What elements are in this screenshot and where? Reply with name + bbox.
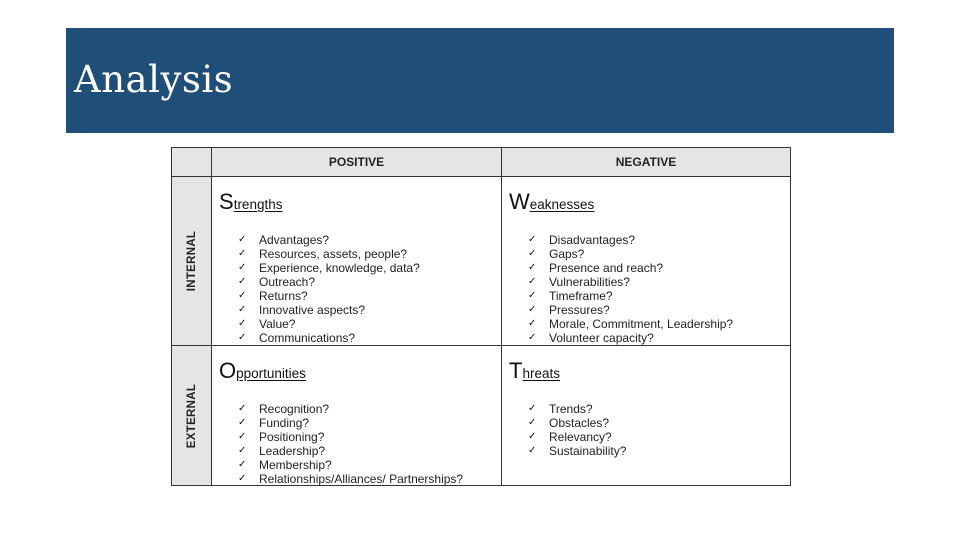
- list-item-text: Obstacles?: [549, 416, 610, 430]
- strengths-quadrant: [212, 177, 502, 346]
- check-icon: ✓: [238, 417, 247, 428]
- list-item-text: Positioning?: [259, 430, 325, 444]
- list-item: [238, 303, 420, 317]
- check-icon: ✓: [238, 318, 247, 329]
- list-item-text: Innovative aspects?: [259, 303, 366, 317]
- check-icon: ✓: [238, 473, 247, 484]
- list-item: [528, 303, 733, 317]
- list-item-text: Volunteer capacity?: [549, 331, 654, 345]
- list-item: [238, 317, 420, 331]
- strengths-title-rest: trengths: [233, 197, 283, 212]
- weaknesses-title-rest: eaknesses: [529, 197, 595, 212]
- check-icon: ✓: [528, 431, 537, 442]
- check-icon: ✓: [528, 403, 537, 414]
- list-item-text: Advantages?: [259, 233, 330, 247]
- external-label: EXTERNAL: [185, 383, 198, 448]
- check-icon: ✓: [528, 445, 537, 456]
- list-item-text: Resources, assets, people?: [259, 247, 408, 261]
- check-icon: ✓: [528, 276, 537, 287]
- list-item-text: Value?: [259, 317, 296, 331]
- check-icon: ✓: [238, 290, 247, 301]
- check-icon: ✓: [528, 234, 537, 245]
- opportunities-list: [238, 402, 463, 486]
- list-item-text: Leadership?: [259, 444, 326, 458]
- threats-title: [509, 358, 560, 384]
- list-item-text: Communications?: [259, 331, 356, 345]
- swot-table: [171, 147, 791, 486]
- list-item: [528, 275, 733, 289]
- list-item: [238, 402, 463, 416]
- check-icon: ✓: [528, 318, 537, 329]
- list-item: [238, 430, 463, 444]
- check-icon: ✓: [528, 290, 537, 301]
- check-icon: ✓: [238, 234, 247, 245]
- row-header-internal: [172, 177, 212, 346]
- weaknesses-list: [528, 233, 733, 345]
- list-item-text: Recognition?: [259, 402, 330, 416]
- list-item-text: Pressures?: [549, 303, 610, 317]
- check-icon: ✓: [528, 417, 537, 428]
- strengths-title: [219, 189, 282, 215]
- list-item: [238, 289, 420, 303]
- list-item-text: Trends?: [549, 402, 593, 416]
- weaknesses-title: [509, 189, 594, 215]
- check-icon: ✓: [528, 304, 537, 315]
- list-item: [528, 444, 626, 458]
- slide-title: Analysis: [74, 58, 234, 101]
- opportunities-quadrant: [212, 346, 502, 485]
- list-item: [238, 472, 463, 486]
- opportunities-title-rest: pportunities: [236, 366, 306, 381]
- threats-list: [528, 402, 626, 458]
- check-icon: ✓: [238, 431, 247, 442]
- check-icon: ✓: [238, 276, 247, 287]
- list-item-text: Morale, Commitment, Leadership?: [549, 317, 734, 331]
- list-item: [528, 331, 733, 345]
- check-icon: ✓: [528, 332, 537, 343]
- check-icon: ✓: [238, 248, 247, 259]
- list-item: [238, 275, 420, 289]
- list-item: [528, 402, 626, 416]
- list-item: [238, 247, 420, 261]
- check-icon: ✓: [238, 332, 247, 343]
- opportunities-initial: O: [219, 358, 237, 383]
- list-item-text: Returns?: [259, 289, 308, 303]
- list-item: [528, 289, 733, 303]
- list-item: [528, 233, 733, 247]
- list-item-text: Timeframe?: [549, 289, 613, 303]
- list-item: [238, 261, 420, 275]
- strengths-initial: S: [219, 189, 234, 214]
- internal-label: INTERNAL: [185, 230, 198, 292]
- corner-cell: [172, 148, 212, 177]
- list-item: [528, 416, 626, 430]
- list-item: [528, 430, 626, 444]
- list-item-text: Gaps?: [549, 247, 585, 261]
- header-negative: NEGATIVE: [502, 148, 790, 177]
- threats-initial: T: [509, 358, 523, 383]
- list-item-text: Vulnerabilities?: [549, 275, 630, 289]
- list-item: [528, 317, 733, 331]
- list-item: [528, 261, 733, 275]
- check-icon: ✓: [528, 248, 537, 259]
- list-item: [238, 331, 420, 345]
- check-icon: ✓: [238, 445, 247, 456]
- list-item-text: Experience, knowledge, data?: [259, 261, 420, 275]
- opportunities-title: [219, 358, 306, 384]
- weaknesses-quadrant: [502, 177, 790, 346]
- title-bar: [66, 28, 894, 133]
- list-item: [238, 444, 463, 458]
- list-item-text: Disadvantages?: [549, 233, 636, 247]
- threats-title-rest: hreats: [522, 366, 560, 381]
- list-item: [238, 233, 420, 247]
- check-icon: ✓: [238, 459, 247, 470]
- check-icon: ✓: [528, 262, 537, 273]
- strengths-list: [238, 233, 420, 345]
- check-icon: ✓: [238, 403, 247, 414]
- list-item-text: Presence and reach?: [549, 261, 664, 275]
- list-item-text: Sustainability?: [549, 444, 627, 458]
- list-item: [528, 247, 733, 261]
- list-item-text: Membership?: [259, 458, 332, 472]
- list-item: [238, 458, 463, 472]
- threats-quadrant: [502, 346, 790, 485]
- header-positive: POSITIVE: [212, 148, 502, 177]
- weaknesses-initial: W: [509, 189, 530, 214]
- list-item-text: Relevancy?: [549, 430, 612, 444]
- row-header-external: [172, 346, 212, 485]
- list-item: [238, 416, 463, 430]
- list-item-text: Relationships/Alliances/ Partnerships?: [259, 472, 464, 486]
- check-icon: ✓: [238, 304, 247, 315]
- list-item-text: Outreach?: [259, 275, 316, 289]
- check-icon: ✓: [238, 262, 247, 273]
- list-item-text: Funding?: [259, 416, 310, 430]
